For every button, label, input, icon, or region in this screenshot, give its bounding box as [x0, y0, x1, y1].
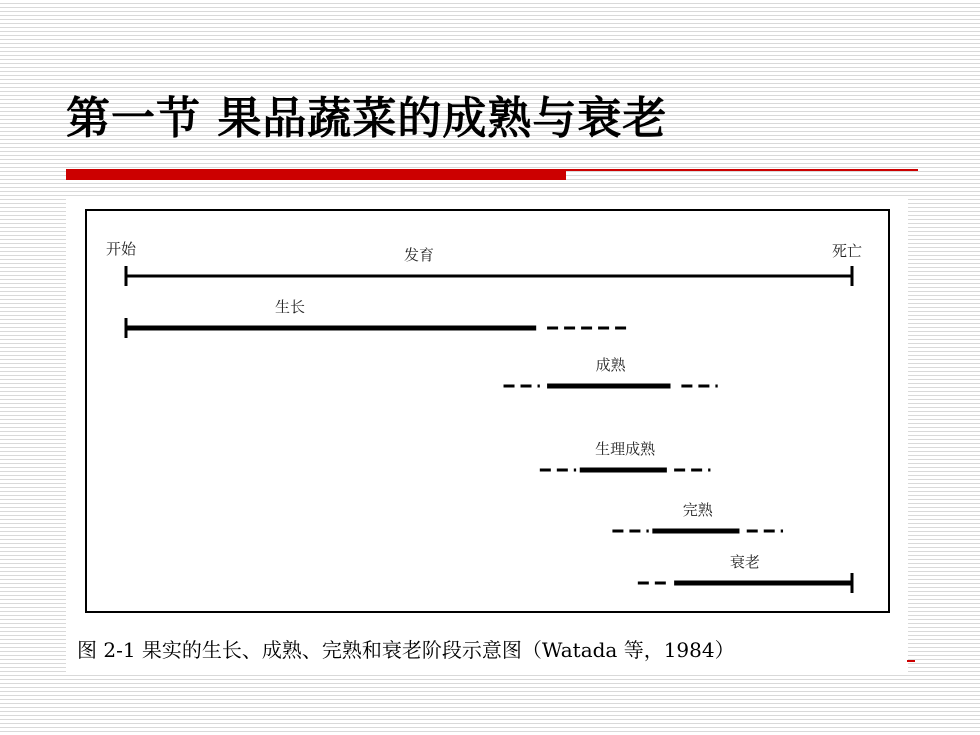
stage-label: 完熟: [682, 501, 713, 519]
timeline-start-label: 开始: [106, 240, 137, 258]
slide-title: 第一节 果品蔬菜的成熟与衰老: [66, 93, 668, 144]
figure-caption: 图 2-1 果实的生长、成熟、完熟和衰老阶段示意图（Watada 等，1984）: [77, 638, 735, 662]
title-underline-thick: [66, 169, 566, 180]
stage-label: 生理成熟: [595, 440, 656, 458]
stage-timeline-diagram: [66, 196, 908, 672]
corner-accent: [907, 660, 915, 662]
stage-label: 生长: [274, 298, 306, 316]
stage-label: 发育: [403, 246, 435, 264]
figure-panel: [66, 196, 908, 672]
timeline-end-label: 死亡: [831, 242, 862, 260]
stage-label: 成熟: [595, 356, 626, 374]
title-underline-thin: [566, 169, 918, 171]
stage-label: 衰老: [729, 553, 760, 571]
